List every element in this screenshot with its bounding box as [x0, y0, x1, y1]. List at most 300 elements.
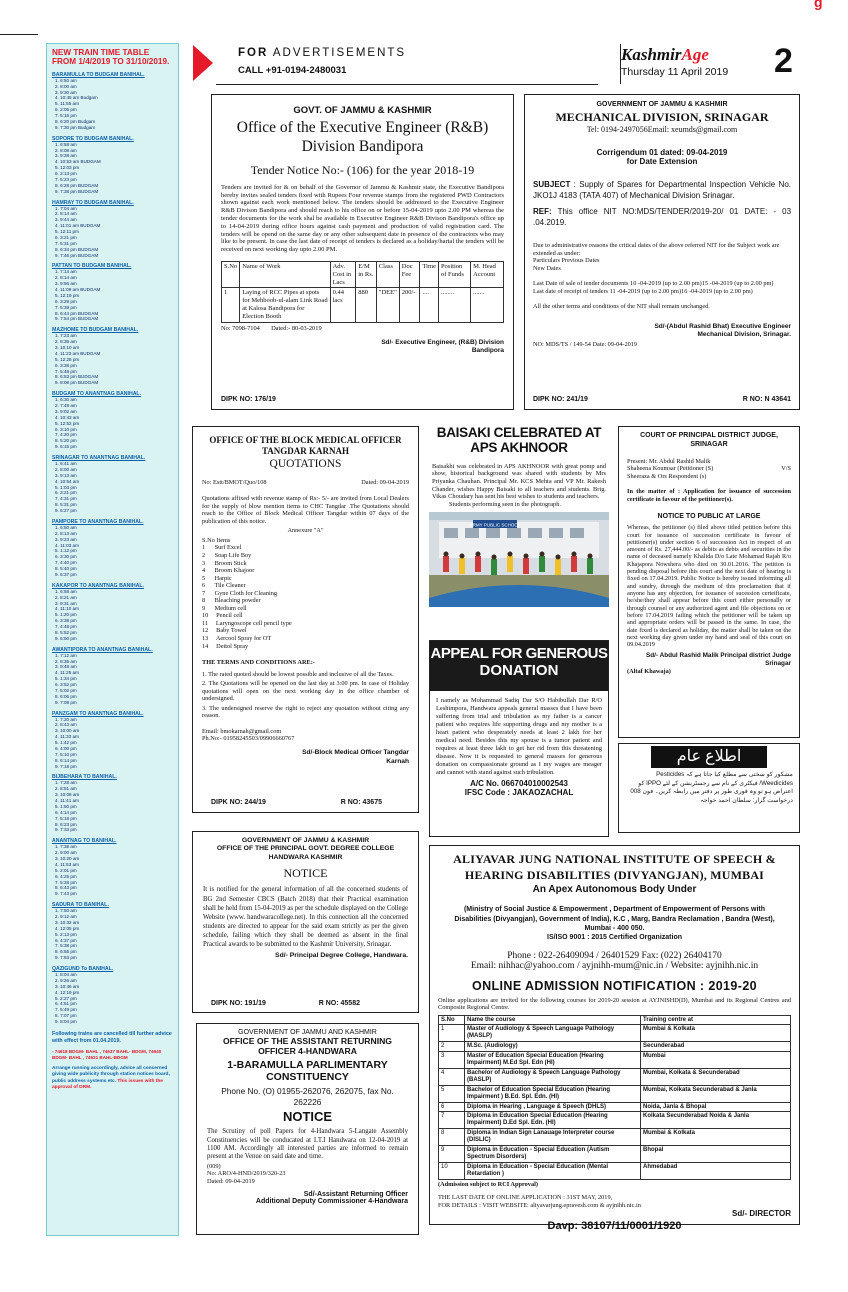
table-row — [439, 1052, 791, 1069]
train-time: 6. 4:51 pm — [55, 1001, 77, 1007]
ad1-body: Tenders are invited for & on behalf of the Governor of Jammu & Kashmir state, the Executive Bandipora hereby invites sealed tenders fixed with Rupees Four revenue stamps from the registered PWD Contractors shown against each work mentioned below. The tenders should be addressed to the Executive Engineer R&B Divison Bandipora and should reach to his office on or before 15-04-2019 upto 2.00 PM whereas the tender documents for the work shal be available in Executive Engineer R&B Divison Bandipora's office up to 14-04-2019 during office hours against cash payment and production of valid registration card. The tenders will be opend on the same day or any other subsequent date in presence of the contractors who may like to be present. In case the last date of receipt of tenders is declared as a holiday/hartal the tenders will be received on next working day upto 2.00 PM. — [221, 183, 504, 254]
train-time: 5. 1:12 pm — [55, 548, 77, 554]
train-time: 8. 6:14 pm — [55, 757, 77, 763]
ad3-term: 3. The undersigned reserve the right to reject any quotation without citing any reason. — [202, 704, 409, 720]
train-time-list — [52, 206, 173, 259]
train-time: 2. 7:48 am — [55, 403, 77, 409]
ad9-sign2: Additional Deputy Commissioner 4-Handwara — [255, 1198, 408, 1206]
train-time: 7. 5:38 pm — [55, 943, 77, 949]
train-route-title: BUDGAM TO ANANTNAG BANIHAL. — [52, 391, 142, 398]
train-time: 6. 4:00 pm — [55, 745, 77, 751]
train-time: 7. 5:39 pm — [55, 304, 77, 310]
train-time: 1. 6:50 am — [55, 524, 77, 530]
ad3-item: 3 Broom Stick — [202, 559, 247, 567]
train-time: 2. 8:14 am — [55, 275, 77, 281]
train-time: 6. 4:25 pm — [55, 873, 77, 879]
ad10-cell: Mumbai, Kolkata Secunderabad & Janla — [641, 1085, 791, 1102]
train-routes — [52, 72, 173, 1025]
ad4-caption: Students performing seen in the photograph. — [449, 501, 561, 509]
table-row — [439, 1025, 791, 1042]
ad1-no-line — [221, 325, 504, 333]
train-time: 7. 5:15 pm — [55, 113, 77, 119]
ad1-cell: ....... — [471, 288, 504, 322]
train-time: 7. 5:31 pm — [55, 240, 77, 246]
train-time: 2. 8:14 am — [55, 211, 77, 217]
ad10-cell: 3 — [439, 1052, 465, 1069]
train-time: 8. 5:20 pm — [55, 438, 77, 444]
train-route-title: PATTAN TO BUDGAM BANIHAL. — [52, 263, 132, 270]
train-time-list — [52, 397, 173, 450]
train-time: 5. 12:11 pm — [55, 229, 79, 235]
ad3-item: 10 Pencil cell — [202, 612, 243, 620]
train-time: 1. 6:58 am — [55, 588, 77, 594]
train-route-title: HAMRAY TO BUDGAM BANIHAL. — [52, 199, 134, 206]
ad1-dipk: DIPK NO: 176/19 — [221, 396, 276, 403]
ad1-header-cell: Name of Work — [240, 261, 330, 287]
ad2-ref-text: This office NIT NO:MDS/TENDER/2019-20/ 01 DATE: - 03 .04.2019. — [533, 207, 792, 227]
ad-court-notice — [618, 426, 800, 738]
ad2-subject-text: : Supply of Spares for Departmental Inspection Vehicle No. JKO1J 4183 (TATA 407) of Mechanical Division Srinagar. — [533, 180, 791, 200]
ad10-cell: 7 — [439, 1112, 465, 1129]
table-row — [439, 1102, 791, 1112]
ad4-photo — [429, 512, 609, 607]
ad5-headline1: APPEAL FOR GENEROUS — [430, 645, 608, 662]
ad3-item: 14 Dettol Spray — [202, 642, 249, 650]
train-time: 2. 8:43 am — [55, 722, 77, 728]
train-time-list — [52, 269, 173, 322]
ad10-cell: Kolkata Secunderabad Noida & Janla — [641, 1112, 791, 1129]
train-approval: This issues with the approval of DRM. — [52, 1078, 163, 1090]
ad1-header-cell: S.No — [222, 261, 240, 287]
train-time: 6. 3:21 pm — [55, 490, 77, 496]
train-time: 8. 6:55 pm — [55, 949, 77, 955]
ad10-cell: Secunderabad — [641, 1042, 791, 1052]
ad5-banner — [430, 641, 608, 691]
ad8-office: OFFICE OF THE PRINCIPAL GOVT. DEGREE COLLEGE HANDWARA KASHMIR — [216, 845, 395, 861]
ad1-header-cell: Position of Funds — [438, 261, 470, 287]
ad3-items-head: S.No Items — [202, 536, 231, 544]
train-time-list — [52, 142, 173, 195]
train-time: 4. 11:01 am BUDGAM — [55, 223, 101, 229]
train-time-list — [52, 717, 173, 770]
ad3-no-line — [202, 479, 409, 487]
train-time: 9. 7:33 pm — [55, 827, 77, 833]
train-time: 4. 12:05 pm — [55, 925, 80, 931]
ad3-rno: R NO: 43675 — [340, 799, 382, 806]
ad9-constituency: 1-BARAMULLA PARLIMENTARY CONSTITUENCY — [227, 1058, 388, 1084]
train-time: 2. 8:35 am — [55, 339, 77, 345]
ad8-footer — [211, 1000, 360, 1007]
ad8-dipk: DIPK NO: 191/19 — [211, 1000, 266, 1007]
ad6-altaf: (Altaf Khawaja) — [627, 667, 671, 675]
ad9-sign1: Sd/-Assistant Returning Officer — [303, 1191, 408, 1199]
train-time: 4. 12:19 pm — [55, 989, 80, 995]
train-time: 4. 11:41 am — [55, 798, 79, 804]
train-time: 6. 3:10 pm — [55, 426, 77, 432]
ad3-dated: Dated: 09-04-2019 — [361, 478, 409, 486]
train-time: 8. 5:31 pm — [55, 502, 77, 508]
train-time: 8. 6:34 pm BUDGAM — [55, 246, 99, 252]
ad10-header-row — [439, 1015, 791, 1025]
ad5-body: I namely as Mohammad Sadiq Dar S/O Habibullah Dar R/O Leshimpora, Handwara appeals general masses that I have been suffering from trial and tribulation as my father is a cancer patient who requires life supporting drugs and my mother is a heart patient who desperately needs at least 2 lakh for her medical need. Besides this my spouse is a tumor patient and requires at least three lakh to get her rid from this threatening disease. Now it is requested to general masses for generous donation on compassionate ground as I my wages are meager and cannot with stand against such tribulation. — [436, 697, 602, 776]
ad2-reason: Due to administrative reasons the critical dates of the above referred NIT for the Subject work are extended as under: — [533, 242, 780, 257]
table-row — [439, 1068, 791, 1085]
train-time: 2. 8:21 am — [55, 594, 77, 600]
ad1-header-cell: Adv. Cost in Lacs — [330, 261, 356, 287]
train-time: 1. 6:58 am — [55, 141, 77, 147]
ad9-no: No: ARO/4-HND/2019/320-23 — [207, 1170, 286, 1178]
ad1-data-row — [222, 288, 504, 322]
ad2-for-date: for Date Extension — [626, 157, 698, 166]
train-time: 9. 7:18 pm — [55, 763, 77, 769]
ad2-dipk: DIPK NO: 241/19 — [533, 396, 588, 403]
train-time: 3. 9:48 am — [55, 664, 77, 670]
train-time: 5. 1:50 pm — [55, 803, 77, 809]
ad1-cell: .... — [420, 288, 439, 322]
train-time: 5. 2:27 pm — [55, 995, 77, 1001]
train-time: 8. 6:53 pm BUDGAM — [55, 374, 99, 380]
train-time: 4. 11:09 am BUDGAM — [55, 287, 101, 293]
train-time: 6. 2:13 pm — [55, 171, 77, 177]
ad3-phone: Ph.No:- 01958245503/09906660767 — [202, 735, 295, 743]
ad10-cell: Mumbai & Kolkata — [641, 1025, 791, 1042]
train-time: 4. 10:43 am — [55, 414, 80, 420]
ad2-division: MECHANICAL DIVISION, SRINAGAR — [555, 110, 769, 124]
ad10-institute: ALIYAVAR JUNG NATIONAL INSTITUTE OF SPEECH & HEARING DISABILITIES (DIVYANGJAN), MUMBAI — [453, 852, 776, 882]
train-time: 4. 11:23 am BUDGAM — [55, 350, 101, 356]
ad10-email: Email: nihhac@yahoo.com / ayjnihh-mum@nic.in / Website: ayjnihh.nic.in — [470, 960, 759, 971]
train-time: 7. 5:28 pm — [55, 879, 77, 885]
train-time: 5. 12:52 pm — [55, 420, 80, 426]
train-time-list — [52, 333, 173, 386]
ad2-subject — [533, 180, 791, 201]
ad10-cell: 4 — [439, 1068, 465, 1085]
red-arrow-icon — [193, 45, 213, 81]
train-time: 3. 9:56 am — [55, 281, 77, 287]
ad3-item: 13 Aercool Spray for OT — [202, 634, 272, 642]
train-time: 7. 5:48 pm — [55, 368, 77, 374]
ad6-matter: In the matter of : Application for issuance of succession certificate in favour of the petitioner(s). — [627, 488, 791, 503]
ad10-cell: Mumbai — [641, 1052, 791, 1069]
ad3-term: 1. The rated quoted should be lowest possible and inclusive of all the Taxes. — [202, 670, 394, 678]
train-time: 3. 10:32 am — [55, 919, 80, 925]
train-time: 1. 7:50 am — [55, 908, 77, 914]
table-row — [439, 1145, 791, 1162]
ad3-email: Email: bmokarnah@gmail.com — [202, 727, 282, 735]
ad10-rci: (Admission subject to RCI Approval) — [438, 1180, 538, 1188]
train-time: 4. 11:10 am — [55, 606, 79, 612]
train-time: 2. 8:00 am — [55, 466, 77, 472]
train-time: 5. 12:28 pm — [55, 356, 80, 362]
train-time: 4. 10:45 am Budgam — [55, 95, 98, 101]
train-time: 1. 7:20 am — [55, 716, 77, 722]
train-cancel-note: Following trains are cancelled till further advice with effect from 01.04.2019. — [52, 1030, 172, 1044]
train-time: 3. 10:10 am — [55, 345, 80, 351]
ad-rb-bandipora — [211, 94, 514, 410]
train-time: 9. 7:38 pm BUDGAM — [55, 188, 99, 194]
ad4-banner-text: ARMY PUBLIC SCHOOL — [469, 522, 521, 528]
train-time: 9. 6:50 pm — [55, 635, 77, 641]
train-time: 6. 3:21 pm — [55, 234, 77, 240]
ad4-headline: BAISAKI CELEBRATED AT APS AKHNOOR — [436, 425, 602, 455]
train-time: 1. 7:12 am — [55, 652, 77, 658]
train-time: 2. 8:51 am — [55, 786, 77, 792]
train-route-title: MAZHOME TO BUDGAM BANIHAL. — [52, 327, 139, 334]
ad10-cell: 8 — [439, 1129, 465, 1146]
train-time: 3. 9:44 am — [55, 217, 77, 223]
train-running-text: Arrange running accordingly, advice all concerned giving wide publicity through station notices board, public address systems etc. — [52, 1066, 170, 1084]
ad6-vs: V/S — [781, 465, 791, 473]
train-timetable — [46, 43, 179, 1236]
ad-ayjnishd — [429, 845, 800, 1233]
train-time: 8. 6:43 pm — [55, 885, 77, 891]
header-call: CALL +91-0194-2480031 — [238, 65, 347, 76]
ad-baisaki — [429, 426, 609, 638]
ad1-dated: Dated:- 80-03-2019 — [271, 324, 322, 332]
logo-age: Age — [681, 45, 709, 64]
ad5-headline2: DONATION — [479, 661, 559, 679]
train-time: 5. 11:55 am — [55, 101, 79, 107]
ad10-intro: Online applications are invited for the following courses for 2019-20 session at AYJNISHD(D), Mumbai and its Regional Centres and Composite Regional Centre. — [438, 996, 791, 1012]
ad6-respondent: Sheeraza & Ors Respondent (s) — [627, 472, 707, 480]
train-time: 7. 5:18 pm — [55, 815, 77, 821]
ad10-header-cell: Training centre at — [641, 1015, 791, 1025]
ad-block-medical-officer — [192, 426, 419, 813]
ad3-quotations: QUOTATIONS — [269, 457, 342, 470]
train-time: 9. 7:53 pm — [55, 955, 77, 961]
train-time: 9. 8:08 pm BUDGAM — [55, 380, 99, 386]
train-time: 5. 1:34 pm — [55, 676, 77, 682]
ad1-header-cell: Doc Fee — [399, 261, 420, 287]
masthead-date: Thursday 11 April 2019 — [621, 66, 729, 78]
ad1-cell: 880 — [356, 288, 377, 322]
ad3-item: 12 Baby Towel — [202, 627, 247, 635]
ad-aro-handwara — [196, 1023, 419, 1235]
ad10-cell: Diploma in Hearing , Language & Speech (DHLS) — [465, 1102, 641, 1112]
train-time: 8. 5:40 pm — [55, 566, 77, 572]
ad2-particulars-head: Particulars Previous Dates — [533, 257, 600, 265]
ad1-cell: 200/- — [399, 288, 420, 322]
ad1-office: Office of the Executive Engineer (R&B) Division Bandipora — [236, 119, 489, 156]
ad2-subject-label: SUBJECT — [533, 180, 571, 189]
ad2-last-receipt: Last date of receipt of tenders 11 -04-2019 (up to 2.00 pm)16 -04-2019 (up to 2.00 pm) — [533, 287, 753, 295]
train-time-list — [52, 461, 173, 514]
ad4-body: Baisakhi was celebrated in APS AKHNOOR with great pomp and show, historical background was shared with students by Mrs Priyanka Chauhan. Principal Mr. KCS Mehta and VP Mr. Rakesh Chander, wishes Happy Baisaki to all teachers and students. Brig. Vikas Choudary has sent his best wishes to students and teachers. — [432, 462, 606, 501]
train-time: 1. 7:28 am — [55, 780, 77, 786]
ad3-no: No: Estt/BMOT/Quo/108 — [202, 478, 267, 486]
train-route-title: PAMPORE TO ANANTNAG BANIHAL. — [52, 518, 144, 525]
ad10-cell: 1 — [439, 1025, 465, 1042]
train-route-title: SADURA TO BANIHAL. — [52, 902, 109, 909]
ad1-govt: GOVT. OF JAMMU & KASHMIR — [293, 105, 432, 116]
ad10-ministry: (Ministry of Social Justice & Empowerment , Department of Empowerment of Persons with Disabilities (Divyangjan), Government of India), K.C , Marg, Bandra Reclamation , Bandra (West), Mumbai - 400 050. — [454, 906, 775, 933]
ad3-terms — [202, 671, 409, 720]
ad6-parties — [627, 465, 791, 473]
train-time: 8. 7:07 pm — [55, 1013, 77, 1019]
train-time: 9. 7:30 pm Budgam — [55, 124, 96, 130]
train-route-title: ANANTNAG TO BANIHAL. — [52, 838, 117, 845]
ad1-table — [221, 261, 504, 323]
ad10-table-body — [439, 1025, 791, 1179]
header-advertisements-text: ADVERTISEMENTS — [272, 47, 407, 59]
train-time: 7. 4:31 pm — [55, 496, 77, 502]
train-running-note — [52, 1066, 173, 1091]
train-time: 1. 7:14 am — [55, 269, 77, 275]
train-time: 3. 9:31 am — [55, 600, 77, 606]
train-time: 8. 6:20 pm Budgam — [55, 118, 96, 124]
masthead — [620, 44, 728, 84]
train-time: 7. 5:10 pm — [55, 751, 77, 757]
ad10-header-cell: S.No — [439, 1015, 465, 1025]
ad9-dated: Dated: 09-04-2019 — [207, 1177, 255, 1185]
ad1-header-cell: M. Head Account — [471, 261, 504, 287]
ad6-petitioner: Shaheena Koumsar (Petitioner (S) — [627, 465, 714, 473]
train-time: 7. 4:48 pm — [55, 624, 77, 630]
ad10-cell: Diploma in Education Special Education (Hearing Impairment) D.Ed Spl. Edn. (HI) — [465, 1112, 641, 1129]
train-time: 3. 10:20 am — [55, 856, 80, 862]
train-route-title: AWANTIPORA TO ANANTNAG BANIHAL. — [52, 646, 153, 653]
page-number: 2 — [774, 42, 793, 80]
ad9-body: The Scrutiny of poll Papers for 4-Handwara 5-Langate Assembly Constituencies will be conducated at I.T.I Handwara on 12-04-2019 at 1100 AM. Accordingly all interested parties are informed to remain present at the Venue on said date and time. — [207, 1128, 408, 1161]
ad7-title: اطلاع عام — [651, 746, 767, 768]
ad10-admission-title: ONLINE ADMISSION NOTIFICATION : 2019-20 — [471, 978, 758, 993]
train-route-title: BIJBEHARA TO BANIHAL. — [52, 774, 117, 781]
ad9-code: (009) — [207, 1162, 221, 1170]
train-time: 6. 3:29 pm — [55, 298, 77, 304]
train-time: 5. 2:01 pm — [55, 867, 77, 873]
train-route-title: PANZGAM TO ANANTNAG BANIHAL. — [52, 710, 144, 717]
train-time: 4. 11:03 am — [55, 542, 79, 548]
ad10-cell: Bhopal — [641, 1145, 791, 1162]
train-time: 3. 9:38 am — [55, 153, 77, 159]
ad9-phone: Phone No. (O) 01955-262076, 262075, fax No. 262226 — [221, 1085, 394, 1107]
ad-degree-college — [192, 831, 419, 1013]
ad10-cell: 2 — [439, 1042, 465, 1052]
ad-mechanical-division — [524, 94, 800, 410]
header-advertisements — [238, 47, 406, 59]
ad2-tel: Tel: 0194-2497056Email: xeumds@gmail.com — [586, 125, 738, 134]
masthead-logo — [621, 46, 728, 63]
train-time: 4. 11:25 am — [55, 670, 79, 676]
ad2-last-sale: Last Date of sale of tender documents 10 -04-2019 (up to 2.00 pm)15 -04-2019 (up to 2.00 pm) — [533, 280, 774, 288]
ad3-body: Quotations affixed with revenue stamp of Rs:- 5/- are invited from Local Dealers for the supply of blow mention items to CHC Tangdar .The Quotations should reach to the Office of Block Medical Officer Tangdar within 07 days of the publication of this notice. — [202, 495, 409, 525]
train-time-list — [52, 525, 173, 578]
train-time: 7. 5:02 pm — [55, 687, 77, 693]
table-row — [439, 1162, 791, 1179]
train-time: 6. 2:05 pm — [55, 107, 77, 113]
train-time: 5. 12:19 pm — [55, 292, 80, 298]
ad2-other: All the other terms and conditions of the NIT shall remain unchanged. — [533, 303, 710, 311]
ad-urdu-notice — [618, 743, 800, 833]
train-time: 4. 10:54 am — [55, 478, 80, 484]
train-time: 8. 5:52 pm — [55, 629, 77, 635]
train-title: NEW TRAIN TIME TABLE FROM 1/4/2019 TO 31/10/2019. — [52, 48, 170, 67]
ad10-cell: Diploma in Indian Sign Lanauage Interpreter course (DISLIC) — [465, 1129, 641, 1146]
ad2-rno: R NO: N 43641 — [742, 396, 791, 403]
corner-mark: g — [814, 0, 823, 10]
train-time: 5. 12:03 pm — [55, 165, 80, 171]
train-time: 9. 6:15 pm — [55, 444, 77, 450]
ad10-cell: 5 — [439, 1085, 465, 1102]
train-time: 9. 8:04 pm — [55, 1019, 77, 1025]
ad1-cell: 1 — [222, 288, 240, 322]
ad3-item: 4 Broom Khajoor — [202, 567, 255, 575]
ad10-cell: 10 — [439, 1162, 465, 1179]
ad10-cell: Mumbai & Kolkata — [641, 1129, 791, 1146]
ad1-sign: Sd/- Executive Engineer, (R&B) Division Bandipora — [381, 339, 504, 354]
ad3-item: 1 Surf Excel — [202, 544, 242, 552]
ad8-sign: Sd/- Principal Degree College, Handwara. — [275, 951, 408, 959]
ad10-cell: Ahmedabad — [641, 1162, 791, 1179]
ad3-office: OFFICE OF THE BLOCK MEDICAL OFFICER TANGDAR KARNAH — [209, 435, 402, 456]
ad10-subtitle: An Apex Autonomous Body Under — [532, 884, 697, 896]
train-time: 3. 9:13 am — [55, 472, 77, 478]
train-time: 7. 5:49 pm — [55, 1007, 77, 1013]
ad10-cell: Mumbai, Kolkata & Secunderabad — [641, 1068, 791, 1085]
ad10-cell: Master of Audiology & Speech Language Pathology (MASLP) — [465, 1025, 641, 1042]
train-time: 9. 7:08 pm — [55, 699, 77, 705]
train-time: 2. 9:26 am — [55, 977, 77, 983]
ad3-item: 6 Tile Cleaner — [202, 582, 246, 590]
train-time: 3. 9:23 am — [55, 536, 77, 542]
ad1-header-cell: Time — [420, 261, 439, 287]
train-time: 1. 6:50 am — [55, 77, 77, 83]
table-row — [439, 1042, 791, 1052]
train-time: 8. 6:44 pm BUDGAM — [55, 310, 99, 316]
ad2-sign: Sd/-(Abdul Rashid Bhat) Executive Engineer Mechanical Division, Srinagar. — [654, 323, 791, 338]
ad1-cell: "DEE" — [376, 288, 399, 322]
ad8-govt: GOVERNMENT OF JAMMU & KASHMIR — [241, 837, 370, 844]
train-time: 6. 3:30 pm — [55, 554, 77, 560]
train-route-title: SRINAGAR TO ANANTNAG BANIHAL. — [52, 455, 146, 462]
ad3-items — [202, 544, 409, 650]
train-route-title: KAKAPOR TO ANANTNAG BANIHAL. — [52, 582, 144, 589]
train-time: 4. 11:33 am — [55, 734, 79, 740]
ad6-sign: Sd/- Abdul Rashid Malik Principal district Judge Srinagar — [646, 651, 791, 667]
ad10-cell: 9 — [439, 1145, 465, 1162]
ad10-last-date: THE LAST DATE OF ONLINE APPLICATION : 31ST MAY, 2019, — [438, 1194, 613, 1202]
ad3-sign: Sd/-Block Medical Officer Tangdar Karnah — [302, 749, 409, 765]
ad3-footer — [211, 799, 382, 806]
train-time: 6. 3:52 pm — [55, 682, 77, 688]
ad10-details: FOR DETAILS : VISIT WEBSITE: aliyavarjung.epravesh.com & ayjnihh.nic.in — [438, 1201, 641, 1209]
train-time: 3. 10:00 am — [55, 728, 80, 734]
train-time: 1. 7:04 am — [55, 205, 77, 211]
train-time: 2. 8:00 am — [55, 83, 77, 89]
ad1-cell: ........ — [438, 288, 470, 322]
ad5-ifsc: IFSC Code : JAKAOZACHAL — [464, 788, 574, 797]
train-time: 3. 10:46 am — [55, 983, 80, 989]
ad10-cell: Noida, Janla & Bhopal — [641, 1102, 791, 1112]
ad3-item: 8 Bleaching powder — [202, 597, 261, 605]
train-time: 1. 6:41 am — [55, 461, 77, 467]
ad-appeal-donation — [429, 640, 609, 837]
header-for: FOR — [238, 47, 269, 59]
train-time: 7. 4:20 pm — [55, 432, 77, 438]
ad10-cell: Master of Education Special Education (Hearing Impairment) M.Ed Spl. Edn (HI) — [465, 1052, 641, 1069]
train-time-list — [52, 908, 173, 961]
ad3-item: 7 Gyne Cloth for Cleaning — [202, 589, 278, 597]
ad2-ref-label: REF: — [533, 207, 552, 217]
train-route-title: SOPORE TO BUDGAM BANIHAL. — [52, 135, 134, 142]
ad1-no: No: 7098-7104 — [221, 324, 260, 332]
ad10-course-table — [438, 1015, 791, 1180]
train-time: 8. 6:23 pm — [55, 821, 77, 827]
train-time: 1. 8:04 am — [55, 972, 77, 978]
ad2-footer — [533, 396, 791, 403]
ad5-account: A/C No. 066704010002543 — [470, 779, 568, 788]
ad10-header-cell: Name the course — [465, 1015, 641, 1025]
